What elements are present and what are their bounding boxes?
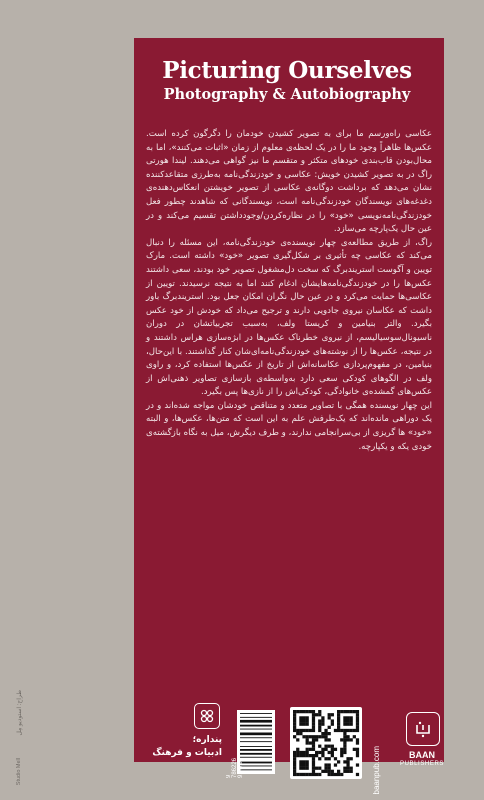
series-logo-icon xyxy=(194,703,220,729)
qr-code-icon xyxy=(290,707,362,779)
back-cover-panel xyxy=(134,38,444,795)
series-name xyxy=(144,734,222,760)
designer-credit: طراح: استودیو مِل xyxy=(17,690,23,736)
book-title: Picturing Ourselves xyxy=(162,57,412,84)
baan-logo-icon xyxy=(406,712,440,746)
blurb-paragraph-2: راگ، از طریق مطالعه‌ی چهار نویسنده‌ی خودزندگی‌نامه، این مسئله را دنبال می‌کند که عکاسی چه تأثیری بر شکل‌گیری تصویر «خود» داشته است. مارک تویین و آگوست استریندبرگ که سخت دل‌مشغول تصویر خود بودند، سعی داشتند عکس‌ها را در خودزندگی‌نامه‌هایشان ادغام کنند اما به نتیجه نرسیدند. تویین از عکاسی‌ها حمایت می‌کرد و در عین حال نگران امکان جعل بود. استریندبرگ باور داشت که عکاسان نیروی جادویی دارند و ترجیح می‌داد که خودش از خود عکس بگیرد. والتر بنیامین و کریستا ولف، به‌سبب تجربیاتشان در دوران ناسیونال‌سوسیالیسم، از نیروی خطرناک عکس‌ها در ابژه‌سازی هراس داشتند و در نتیجه، عکس‌ها را از نوشته‌های خودزندگی‌نامه‌ای‌شان کنار گذاشتند. با این‌حال، بنیامین، در مفهوم‌پردازی عکاسانه‌اش از تاریخ از عکس‌ها استفاده کرد، و راوی ولف در الگوهای کودکی سعی دارد به‌واسطه‌ی بازسازی تصاویر ذهنی‌اش از عکس‌های گمشده‌ی خانوادگی، کودکی‌اش را از نازی‌ها پس بگیرد. xyxy=(146,237,432,398)
isbn-number: 9 786226 914791 xyxy=(226,757,244,779)
series-line-2: ادبیات و فرهنگ xyxy=(152,748,222,758)
publisher-tagline: PUBLISHERS xyxy=(399,761,444,767)
studio-credit: Studio Mell xyxy=(16,758,22,786)
publisher-brand xyxy=(396,750,448,768)
blurb-paragraph-1: عکاسی راه‌ورسم ما برای به تصویر کشیدن خودمان را دگرگون کرده است. عکس‌ها ظاهراً وجود ما را در یک لحظه‌ی معلوم از زمان «اثبات می‌کنند»، اما به محال‌بودن قاب‌بندی خودهای متکثر و متقسم ما نیز گواهی می‌دهند. لیندا هورتی راگ در به تصویر کشیدن خویش: عکاسی و خودزندگی‌نامه به‌طرزی متقاعدکننده نشان می‌دهد که برداشت دوگانه‌ی عکاسی از تصویر خویشتن انعکاس‌دهنده‌ی دغدغه‌های نویسندگان خودزندگی‌نامه است، نویسندگانی که شاهدند چطور فعل خودزندگی‌نامه‌نویسی «خود» را در نظاره‌کردن/وجودداشتن تقسیم می‌کند و در عین حال یک‌پارچه می‌سازد. xyxy=(146,129,432,235)
publisher-name: BAAN xyxy=(409,750,435,760)
publisher-url: baanpub.com xyxy=(372,746,381,795)
series-line-1: پنداره؛ xyxy=(192,735,222,745)
blurb xyxy=(146,128,432,454)
blurb-paragraph-3: این چهار نویسنده همگی با تصاویر متعدد و متناقض خودشان مواجه شده‌اند و در یک دوراهی مانده‌اند که یک‌طرفش علم به این است که متن‌ها، عکس‌ها، و البته «خود» ها گریزی از بی‌سرانجامی ندارند، و طرف دیگرش، میل به نگاه بازگشته‌ی خودی یکه و یکپارچه. xyxy=(146,400,432,452)
book-subtitle: Photography & Autobiography xyxy=(163,86,411,103)
